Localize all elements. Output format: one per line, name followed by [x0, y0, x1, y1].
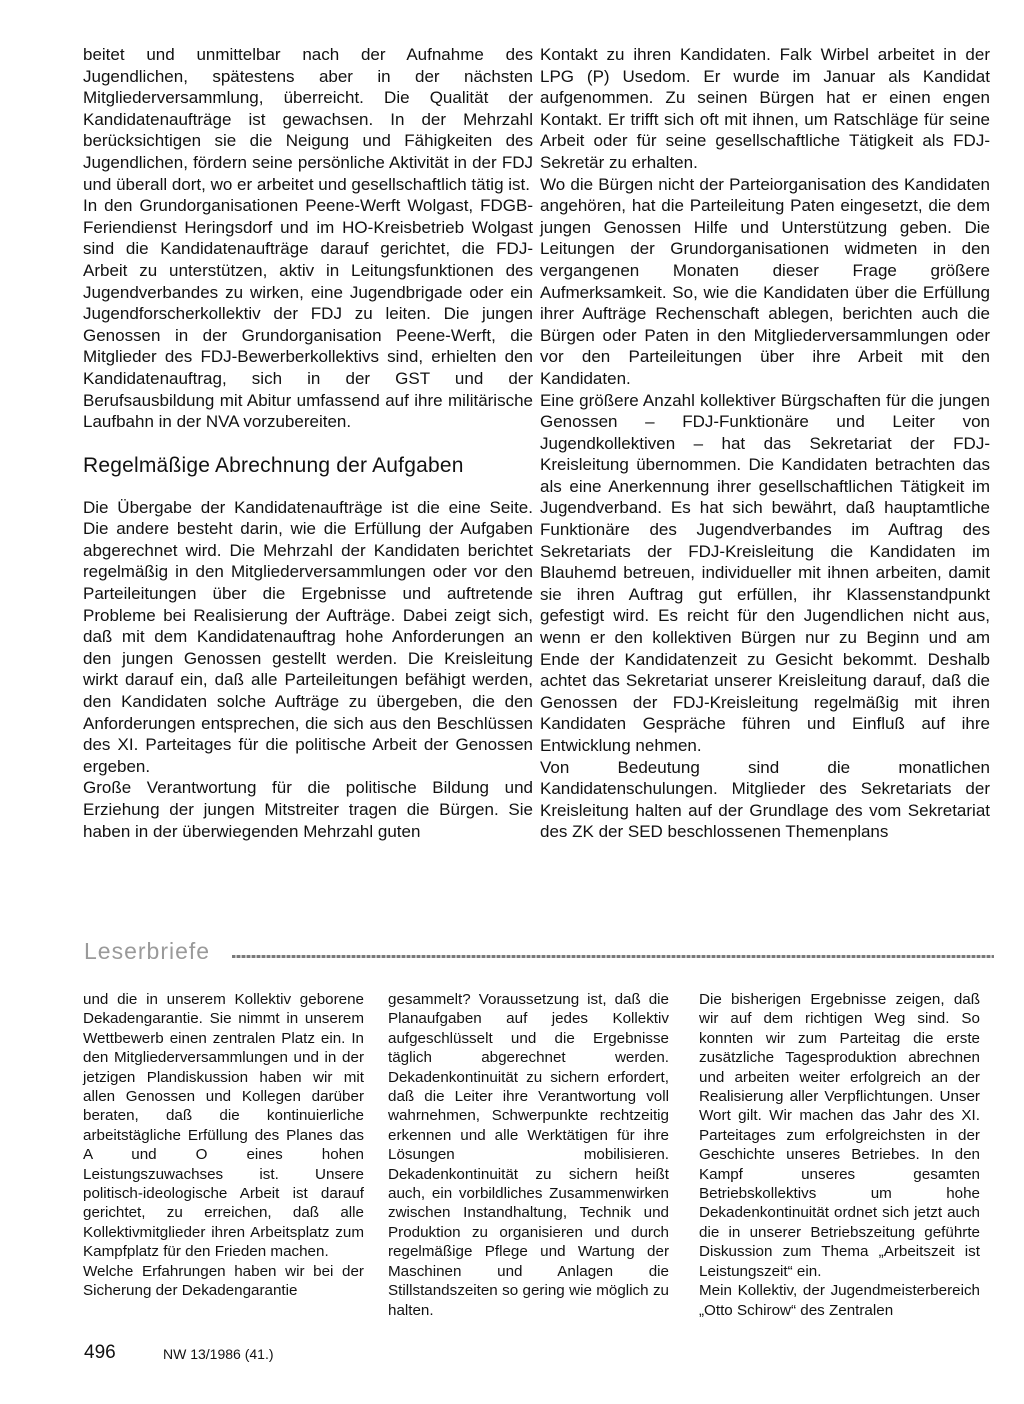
section-heading: Regelmäßige Abrechnung der Aufgaben	[83, 453, 464, 477]
paragraph: Wo die Bürgen nicht der Parteiorganisation des Kandidaten angehören, hat die Parteileitung Paten eingesetzt, die dem jungen Genossen Hilfe und Unterstützung geben. Die Leitungen der Grundorganisationen widmeten in den vergangenen Monaten dieser Frage größere Aufmerksamkeit. So, wie die Kandidaten über die Erfüllung ihrer Aufträge Rechenschaft ablegen, berichten auch die Bürgen oder Paten in den Mitgliederversammlungen oder vor den Parteileitungen über ihre Arbeit mit den Kandidaten.	[540, 174, 990, 388]
issue-reference: NW 13/1986 (41.)	[163, 1346, 274, 1362]
paragraph: Von Bedeutung sind die monatlichen Kandidatenschulungen. Mitglieder des Sekretariats der Kreisleitung halten auf der Grundlage des vom Sekretariat des ZK der SED beschlossenen Themenplans	[540, 757, 990, 842]
paragraph: und die in unserem Kollektiv geborene Dekadengarantie. Sie nimmt in unserem Wettbewerb einen zentralen Platz ein. In den Mitgliederversammlungen und in der jetzigen Plandiskussion haben wir mit allen Genossen und Kollegen darüber beraten, daß die kontinuierliche arbeitstägliche Erfüllung des Planes das A und O eines hohen Leistungszuwachses ist. Unsere politisch-ideologische Arbeit ist darauf gerichtet, zu erreichen, daß alle Kollektivmitglieder ihren Arbeitsplatz zum Kampfplatz für den Frieden machen.	[83, 991, 364, 1261]
section-divider	[232, 955, 994, 958]
paragraph: Kontakt zu ihren Kandidaten. Falk Wirbel arbeitet in der LPG (P) Usedom. Er wurde im Januar als Kandidat aufgenommen. Zu seinen Bürgen hat er einen engen Kontakt. Er trifft sich oft mit ihnen, um Ratschläge für seine Arbeit oder für seine gesellschaftliche Tätigkeit als FDJ-Sekretär zu erhalten.	[540, 45, 990, 172]
article-column-left	[83, 44, 533, 842]
paragraph: Welche Erfahrungen haben wir bei der Sicherung der Dekadengarantie	[83, 1262, 364, 1300]
paragraph: Mein Kollektiv, der Jugendmeisterbereich „Otto Schirow“ des Zentralen	[699, 1282, 980, 1319]
letters-column-2	[388, 990, 669, 1320]
letters-column-3	[699, 990, 980, 1320]
paragraph: Die bisherigen Ergebnisse zeigen, daß wir auf dem richtigen Weg sind. So konnten wir zum Parteitag die erste zusätzliche Tagesproduktion abrechnen und arbeiten weiter erfolgreich an der Realisierung aller Verpflichtungen. Unser Wort gilt. Wir machen das Jahr des XI. Parteitages zum erfolgreichsten in der Geschichte unseres Betriebes. In den Kampf unseres gesamten Betriebskollektivs um hohe Dekadenkontinuität ordnet sich jetzt auch die in unserer Betriebszeitung geführte Diskussion zum Thema „Arbeitszeit ist Leistungszeit“ ein.	[699, 991, 980, 1280]
paragraph: Die Übergabe der Kandidatenaufträge ist die eine Seite. Die andere besteht darin, wie die Erfüllung der Aufgaben abgerechnet wird. Die Mehrzahl der Kandidaten berichtet regelmäßig in den Mitgliederversammlungen oder vor den Parteileitungen über die Ergebnisse und auftretende Probleme bei Realisierung der Aufträge. Dabei zeigt sich, daß mit dem Kandidatenauftrag hohe Anforderungen an den jungen Genossen gestellt werden. Die Kreisleitung wirkt darauf ein, daß alle Parteileitungen befähigt werden, den Kandidaten solche Aufträge zu übergeben, die den Anforderungen entsprechen, die sich aus den Beschlüssen des XI. Parteitages für die politische Arbeit der Genossen ergeben.	[83, 497, 533, 776]
paragraph: beitet und unmittelbar nach der Aufnahme des Jugendlichen, spätestens aber in der nächsten Mitgliederversammlung, überreicht. Die Qualität der Kandidatenaufträge ist gewachsen. In der Mehrzahl berücksichtigen sie die Neigung und Fähigkeiten des Jugendlichen, fördern seine persönliche Aktivität in der FDJ und überall dort, wo er arbeitet und gesellschaftlich tätig ist.	[83, 45, 533, 194]
article-column-right	[540, 44, 990, 843]
letters-column-1	[83, 990, 364, 1301]
paragraph: Eine größere Anzahl kollektiver Bürgschaften für die jungen Genossen – FDJ-Funktionäre und Leiter von Jugendkollektiven – hat das Sekretariat der FDJ-Kreisleitung übernommen. Die Kandidaten betrachten das als eine Anerkennung ihrer gesellschaftlichen Tätigkeit im Jugendverband. Es hat sich bewährt, daß hauptamtliche Funktionäre des Jugendverbandes im Auftrag des Sekretariats der FDJ-Kreisleitung die Kandidaten im Blauhemd betreuen, individueller mit ihnen arbeiten, damit sie ihren Auftrag gut erfüllen, ihr Klassenstandpunkt gefestigt wird. Es reicht für den Jugendlichen nicht aus, wenn er den kollektiven Bürgen nur zu Beginn und am Ende der Kandidatenzeit zu Gesicht bekommt. Deshalb achtet das Sekretariat unserer Kreisleitung darauf, daß die Genossen der FDJ-Kreisleitung regelmäßig mit ihren Kandidaten Gespräche führen und Einfluß auf ihre Entwicklung nehmen.	[540, 390, 990, 755]
paragraph: In den Grundorganisationen Peene-Werft Wolgast, FDGB-Feriendienst Heringsdorf und im HO-Kreisbetrieb Wolgast sind die Kandidatenaufträge darauf gerichtet, die FDJ-Arbeit zu unterstützen, aktiv in Leitungsfunktionen des Jugendverbandes zu wirken, eine Jugendbrigade oder ein Jugendforscherkollektiv der FDJ zu leiten. Die jungen Genossen in der Grundorganisation Peene-Werft, die Mitglieder des FDJ-Bewerberkollektivs sind, erhielten den Kandidatenauftrag, sich in der GST und der Berufsausbildung mit Abitur umfassend auf ihre militärische Laufbahn in der NVA vorzubereiten.	[83, 196, 533, 432]
letters-section-label: Leserbriefe	[84, 938, 211, 964]
paragraph: Große Verantwortung für die politische Bildung und Erziehung der jungen Mitstreiter tragen die Bürgen. Sie haben in der überwiegenden Mehrzahl guten	[83, 778, 533, 841]
page-number: 496	[84, 1342, 116, 1363]
paragraph: gesammelt? Voraussetzung ist, daß die Planaufgaben auf jedes Kollektiv aufgeschlüsselt und die Ergebnisse täglich abgerechnet werden. Dekadenkontinuität zu sichern erfordert, daß die Leiter ihre Verantwortung voll wahrnehmen, Schwerpunkte rechtzeitig erkennen und alle Werktätigen für ihre Lösungen mobilisieren. Dekadenkontinuität zu sichern heißt auch, ein vorbildliches Zusammenwirken zwischen Instandhaltung, Technik und Produktion zu organisieren und durch regelmäßige Pflege und Wartung der Maschinen und Anlagen die Stillstandszeiten so gering wie möglich zu halten.	[388, 991, 669, 1319]
